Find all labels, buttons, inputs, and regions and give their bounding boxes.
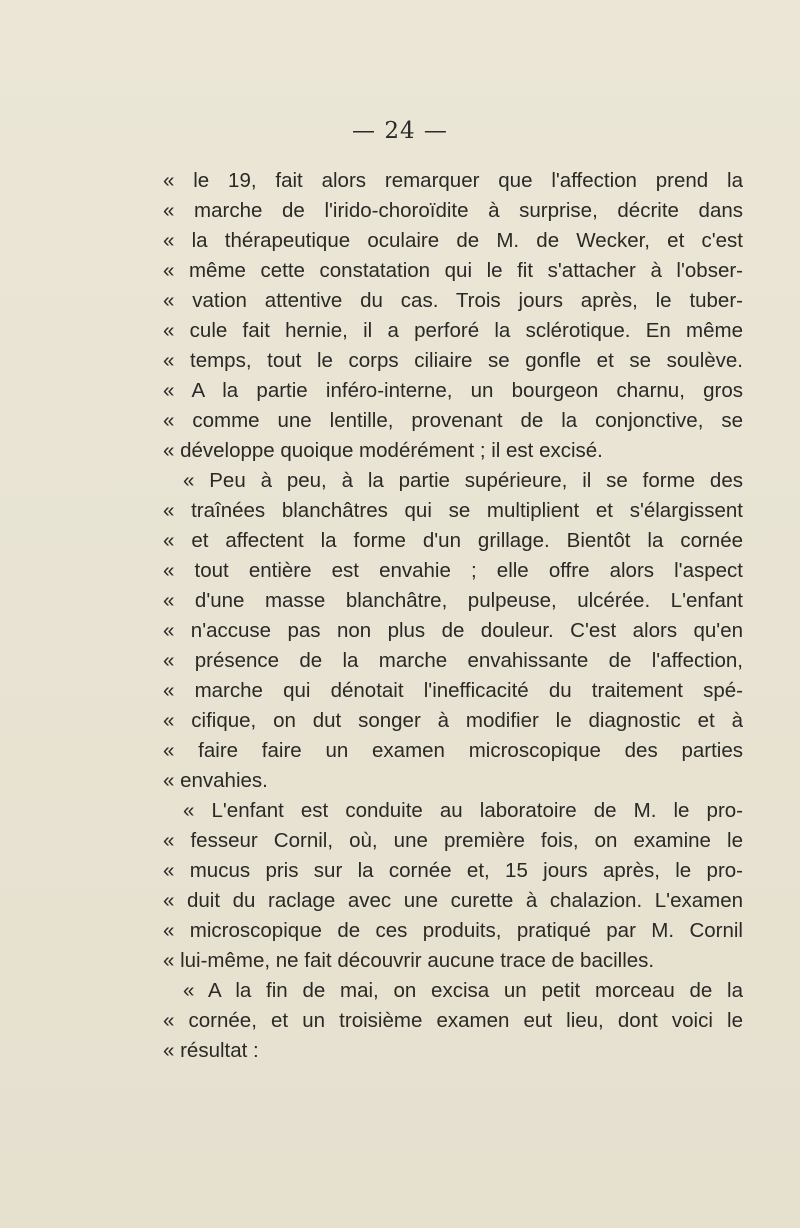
text-line: « cornée, et un troisième examen eut lieu, dont voici le <box>163 1009 743 1032</box>
page-number: — 24 — <box>352 118 448 144</box>
text-line: « microscopique de ces produits, pratiqué par M. Cornil <box>163 919 743 942</box>
text-line: « traînées blanchâtres qui se multiplient et s'élargissent <box>163 499 743 522</box>
text-line: « L'enfant est conduite au laboratoire de M. le pro- <box>183 799 743 822</box>
text-line: « marche qui dénotait l'inefficacité du traitement spé- <box>163 679 743 702</box>
text-line: « vation attentive du cas. Trois jours après, le tuber- <box>163 289 743 312</box>
text-line: « développe quoique modérément ; il est excisé. <box>163 439 603 462</box>
text-line: « faire faire un examen microscopique des parties <box>163 739 743 762</box>
text-line: « présence de la marche envahissante de l'affection, <box>163 649 743 672</box>
text-line: « le 19, fait alors remarquer que l'affection prend la <box>163 169 743 192</box>
text-line: « tout entière est envahie ; elle offre alors l'aspect <box>163 559 743 582</box>
text-line: « A la fin de mai, on excisa un petit morceau de la <box>183 979 743 1002</box>
text-line: « n'accuse pas non plus de douleur. C'est alors qu'en <box>163 619 743 642</box>
text-line: « envahies. <box>163 769 268 792</box>
text-line: « d'une masse blanchâtre, pulpeuse, ulcérée. L'enfant <box>163 589 743 612</box>
text-line: « A la partie inféro-interne, un bourgeon charnu, gros <box>163 379 743 402</box>
text-line: « fesseur Cornil, où, une première fois, on examine le <box>163 829 743 852</box>
text-line: « comme une lentille, provenant de la conjonctive, se <box>163 409 743 432</box>
text-line: « mucus pris sur la cornée et, 15 jours après, le pro- <box>163 859 743 882</box>
text-line: « et affectent la forme d'un grillage. Bientôt la cornée <box>163 529 743 552</box>
text-line: « même cette constatation qui le fit s'attacher à l'obser- <box>163 259 743 282</box>
text-line: « duit du raclage avec une curette à chalazion. L'examen <box>163 889 743 912</box>
text-line: « cifique, on dut songer à modifier le diagnostic et à <box>163 709 743 732</box>
text-line: « lui-même, ne fait découvrir aucune trace de bacilles. <box>163 949 655 972</box>
text-line: « Peu à peu, à la partie supérieure, il se forme des <box>183 469 743 492</box>
text-line: « la thérapeutique oculaire de M. de Wecker, et c'est <box>163 229 743 252</box>
body-text <box>163 166 743 1066</box>
text-line: « marche de l'irido-choroïdite à surprise, décrite dans <box>163 199 743 222</box>
text-line: « cule fait hernie, il a perforé la sclérotique. En même <box>163 319 743 342</box>
text-line: « temps, tout le corps ciliaire se gonfle et se soulève. <box>163 349 743 372</box>
text-line: « résultat : <box>163 1039 259 1062</box>
